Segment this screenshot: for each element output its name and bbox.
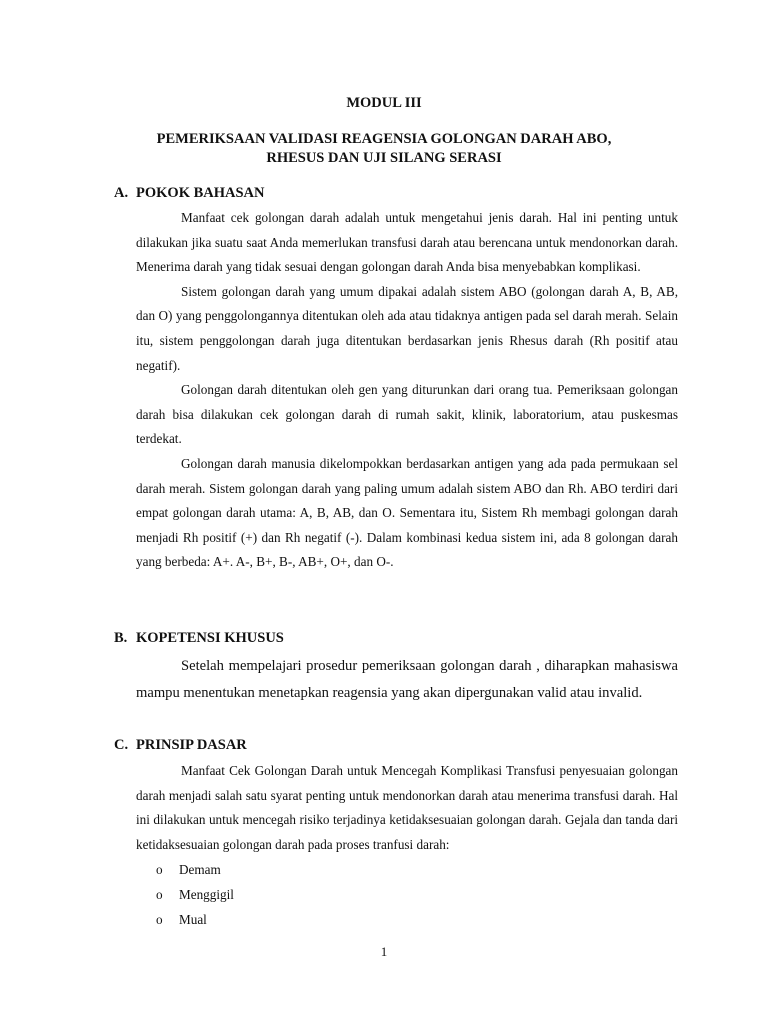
- list-item-text: Mual: [179, 912, 207, 927]
- list-item-text: Menggigil: [179, 887, 234, 902]
- module-title: MODUL III: [346, 95, 422, 111]
- paragraph: [136, 378, 678, 452]
- list-item: [156, 907, 234, 932]
- paragraph: [136, 206, 678, 280]
- paragraph-text: Manfaat Cek Golongan Darah untuk Mencegah Komplikasi Transfusi penyesuaian golongan darah menjadi salah satu syarat penting untuk mendonorkan darah atau menerima transfusi darah. Hal ini dilakukan untuk mencegah risiko terjadinya ketidaksesuaian golongan darah. Gejala dan tanda dari ketidaksesuaian golongan darah pada proses tranfusi darah:: [136, 763, 678, 852]
- list-item: [156, 882, 234, 907]
- section-b-body: [136, 653, 678, 707]
- symptom-list: [156, 857, 234, 932]
- paragraph-text: Setelah mempelajari prosedur pemeriksaan golongan darah , diharapkan mahasiswa mampu menentukan menetapkan reagensia yang akan dipergunakan valid atau invalid.: [136, 658, 678, 701]
- section-a-body: [136, 206, 678, 575]
- list-item: [156, 857, 234, 882]
- paragraph-text: Golongan darah ditentukan oleh gen yang diturunkan dari orang tua. Pemeriksaan golongan darah bisa dilakukan cek golongan darah di rumah sakit, klinik, laboratorium, atau puskesmas terdekat.: [136, 382, 678, 447]
- section-letter: B.: [114, 630, 128, 646]
- section-heading-text: PRINSIP DASAR: [136, 737, 247, 753]
- paragraph: [136, 653, 678, 707]
- document-title-line2: RHESUS DAN UJI SILANG SERASI: [266, 150, 502, 166]
- paragraph: [136, 280, 678, 378]
- section-heading-c: [114, 735, 247, 755]
- section-letter: C.: [114, 737, 129, 753]
- section-c-body: [136, 759, 678, 857]
- paragraph-text: Manfaat cek golongan darah adalah untuk mengetahui jenis darah. Hal ini penting untuk dilakukan jika suatu saat Anda memerlukan transfusi darah atau berencana untuk mendonorkan darah. Menerima darah yang tidak sesuai dengan golongan darah Anda bisa menyebabkan komplikasi.: [136, 210, 678, 275]
- document-title-line1: PEMERIKSAAN VALIDASI REAGENSIA GOLONGAN DARAH ABO,: [156, 131, 612, 147]
- section-letter: A.: [114, 185, 129, 201]
- page-number: 1: [380, 944, 388, 959]
- list-item-text: Demam: [179, 862, 221, 877]
- section-heading-text: POKOK BAHASAN: [136, 185, 265, 201]
- section-heading-text: KOPETENSI KHUSUS: [136, 630, 284, 646]
- section-heading-b: [114, 628, 284, 648]
- paragraph-text: Sistem golongan darah yang umum dipakai adalah sistem ABO (golongan darah A, B, AB, dan O) yang penggolongannya ditentukan oleh ada atau tidaknya antigen pada sel darah merah. Selain itu, sistem penggolongan darah juga ditentukan berdasarkan jenis Rhesus darah (Rh positif atau negatif).: [136, 283, 678, 373]
- bullet-marker: o: [156, 862, 163, 877]
- bullet-marker: o: [156, 887, 163, 902]
- section-heading-a: [114, 183, 265, 203]
- bullet-marker: o: [156, 912, 163, 927]
- paragraph: [136, 759, 678, 857]
- paragraph-text: Golongan darah manusia dikelompokkan berdasarkan antigen yang ada pada permukaan sel darah merah. Sistem golongan darah yang paling umum adalah sistem ABO dan Rh. ABO terdiri dari empat golongan darah utama: A, B, AB, dan O. Sementara itu, Sistem Rh membagi golongan darah menjadi Rh positif (+) dan Rh negatif (-). Dalam kombinasi kedua sistem ini, ada 8 golongan darah yang berbeda: A+. A-, B+, B-, AB+, O+, dan O-.: [136, 455, 678, 570]
- paragraph: [136, 452, 678, 575]
